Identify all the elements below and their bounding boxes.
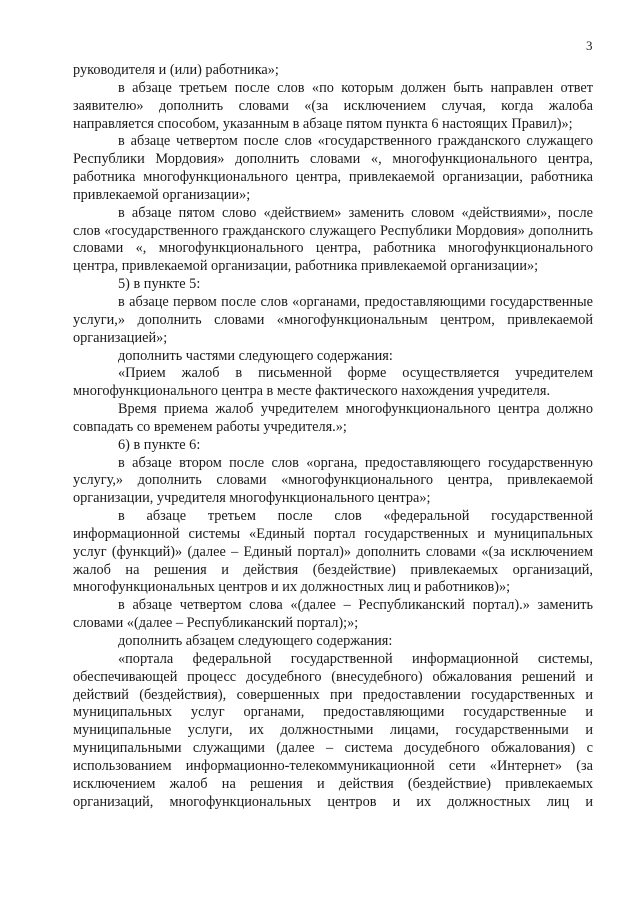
paragraph: дополнить частями следующего содержания: xyxy=(118,347,393,364)
paragraph: 5) в пункте 5: xyxy=(118,276,201,293)
paragraph: дополнить абзацем следующего содержания: xyxy=(118,633,393,649)
paragraph: в абзаце пятом слово «действием» заменить словом «действиями», после слов «государственного гражданского служащего Республики Мордовия» дополнить словами «, многофункционального центра, работника многофункционального центра, привлекаемой организации, работника привлекаемой организации»; xyxy=(73,204,593,275)
paragraph: руководителя и (или) работника»; xyxy=(73,62,279,78)
paragraph: в абзаце втором после слов «органа, предоставляющего государственную услугу,» дополнить словами «многофункционального центра, привлекаемой организации, учредителя многофункционального центра»; xyxy=(73,454,593,507)
paragraph: в абзаце первом после слов «органами, предоставляющими государственные услуги,» дополнить словами «многофункциональным центром, привлекаемой организацией»; xyxy=(73,293,593,346)
paragraph: в абзаце четвертом после слов «государственного гражданского служащего Республики Мордовия» дополнить словами «, многофункционального центра, работника многофункционального центра, привлекаемой организации, работника привлекаемой организации»; xyxy=(73,133,593,203)
page-number: 3 xyxy=(586,38,593,53)
document-body xyxy=(73,62,593,811)
paragraph: в абзаце четвертом слова «(далее – Республиканский портал).» заменить словами «(далее – Республиканский портал);»; xyxy=(73,597,593,632)
paragraph: «портала федеральной государственной информационной системы, обеспечивающей процесс досудебного (внесудебного) обжалования решений и действий (бездействия), совершенных при предоставлении государственных и муниципальных услуг органами, предоставляющими государственные и муниципальные услуги, их должностными лицами, государственными и муниципальными служащими (далее – система досудебного обжалования) с использованием информационно-телекоммуникационной сети «Интернет» (за исключением жалоб на решения и действия (бездействие) привлекаемых организаций, многофункциональных центров и их должностных лиц и xyxy=(73,650,593,810)
paragraph: в абзаце третьем после слов «федеральной государственной информационной системы «Единый портал государственных и муниципальных услуг (функций)» (далее – Единый портал)» дополнить словами «(за исключением жалоб на решения и действия (бездействие) привлекаемых организаций, многофункциональных центров и их должностных лиц и работников)»; xyxy=(73,508,593,596)
paragraph: Время приема жалоб учредителем многофункционального центра должно совпадать со временем работы учредителя.»; xyxy=(73,401,593,435)
paragraph: в абзаце третьем после слов «по которым должен быть направлен ответ заявителю» дополнить словами «(за исключением случая, когда жалоба направляется способом, указанным в абзаце пятом пункта 6 настоящих Правил)»; xyxy=(73,79,593,132)
paragraph: 6) в пункте 6: xyxy=(118,436,201,453)
paragraph: «Прием жалоб в письменной форме осуществляется учредителем многофункционального центра в месте фактического нахождения учредителя. xyxy=(73,365,593,400)
